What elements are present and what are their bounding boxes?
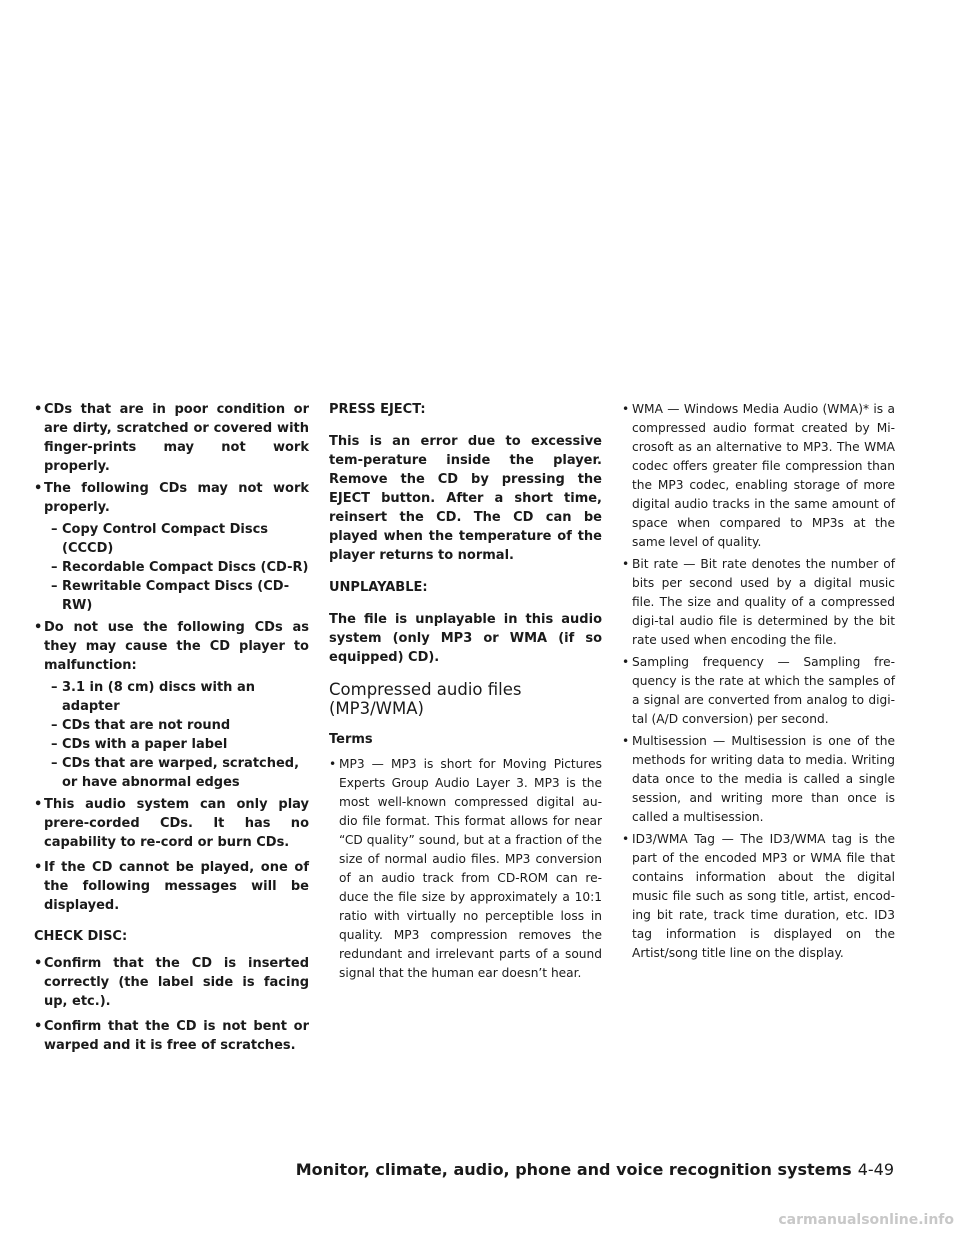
watermark: carmanualsonline.info xyxy=(778,1212,954,1228)
page-footer xyxy=(296,1160,894,1179)
do-not-use-bullet: • Do not use the following CDs as they may cause the CD player to malfunction: xyxy=(34,618,309,675)
id3-definition: • ID3/WMA Tag — The ID3/WMA tag is the part of the encoded MP3 or WMA file that contains information about the digital music file such as song title, artist, encod-ing bit rate, track time duration, etc. ID3 tag information is displayed on the Artist/song title line on the display. xyxy=(622,830,895,963)
list-item: – Rewritable Compact Discs (CD-RW) xyxy=(34,577,309,615)
cd-condition-bullet: • CDs that are in poor condition or are dirty, scratched or covered with finger-prints may not work properly. xyxy=(34,400,309,476)
unplayable-heading: UNPLAYABLE: xyxy=(329,580,428,595)
check-disc-heading: CHECK DISC: xyxy=(34,929,128,944)
page-number: 4-49 xyxy=(857,1160,894,1179)
wma-definition: • WMA — Windows Media Audio (WMA)* is a compressed audio format created by Mi-crosoft as an alternative to MP3. The WMA codec offers greater file compression than the MP3 codec, enabling storage of more digital audio tracks in the same amount of space when compared to MP3s at the same level of quality. xyxy=(622,400,895,552)
section-title: Compressed audio files (MP3/WMA) xyxy=(329,680,522,718)
column-3 xyxy=(622,400,895,966)
bitrate-definition: • Bit rate — Bit rate denotes the number of bits per second used by a digital music file. The size and quality of a compressed digi-tal audio file is determined by the bit rate used when encoding the file. xyxy=(622,555,895,650)
list-item: – Recordable Compact Discs (CD-R) xyxy=(34,558,309,577)
sampling-definition: • Sampling frequency — Sampling fre-quency is the rate at which the samples of a signal are converted from analog to digi-tal (A/D conversion) per second. xyxy=(622,653,895,729)
cd-types-list xyxy=(34,520,309,615)
press-eject-text: This is an error due to excessive tem-perature inside the player. Remove the CD by pressing the EJECT button. After a short time, reinsert the CD. The CD can be played when the temperature of the player returns to normal. xyxy=(329,434,602,563)
confirm-not-bent-bullet: • Confirm that the CD is not bent or warped and it is free of scratches. xyxy=(34,1017,309,1055)
cannot-play-bullet: • If the CD cannot be played, one of the following messages will be displayed. xyxy=(34,858,309,915)
list-item: – 3.1 in (8 cm) discs with an adapter xyxy=(34,678,309,716)
column-2 xyxy=(329,400,602,986)
chapter-title: Monitor, climate, audio, phone and voice recognition systems xyxy=(295,1160,852,1179)
multisession-definition: • Multisession — Multisession is one of the methods for writing data to media. Writing data once to the media is called a single session, and writing more than once is called a multisession. xyxy=(622,732,895,827)
cd-types-bullet: • The following CDs may not work properly. xyxy=(34,479,309,517)
terms-heading: Terms xyxy=(329,732,373,747)
column-1 xyxy=(34,400,309,1058)
do-not-use-list xyxy=(34,678,309,792)
press-eject-heading: PRESS EJECT: xyxy=(329,402,426,417)
list-item: – Copy Control Compact Discs (CCCD) xyxy=(34,520,309,558)
list-item: – CDs that are warped, scratched, or have abnormal edges xyxy=(34,754,309,792)
list-item: – CDs that are not round xyxy=(34,716,309,735)
mp3-definition: • MP3 — MP3 is short for Moving Pictures Experts Group Audio Layer 3. MP3 is the most well-known compressed digital au-dio file format. This format allows for near “CD quality” sound, but at a fraction of the size of normal audio files. MP3 conversion of an audio track from CD-ROM can re-duce the file size by approximately a 10:1 ratio with virtually no perceptible loss in quality. MP3 compression removes the redundant and irrelevant parts of a sound signal that the human ear doesn’t hear. xyxy=(329,755,602,983)
unplayable-text: The file is unplayable in this audio system (only MP3 or WMA (if so equipped) CD). xyxy=(329,612,602,665)
list-item: – CDs with a paper label xyxy=(34,735,309,754)
confirm-inserted-bullet: • Confirm that the CD is inserted correctly (the label side is facing up, etc.). xyxy=(34,954,309,1011)
prerecorded-bullet: • This audio system can only play prere-corded CDs. It has no capability to re-cord or burn CDs. xyxy=(34,795,309,852)
